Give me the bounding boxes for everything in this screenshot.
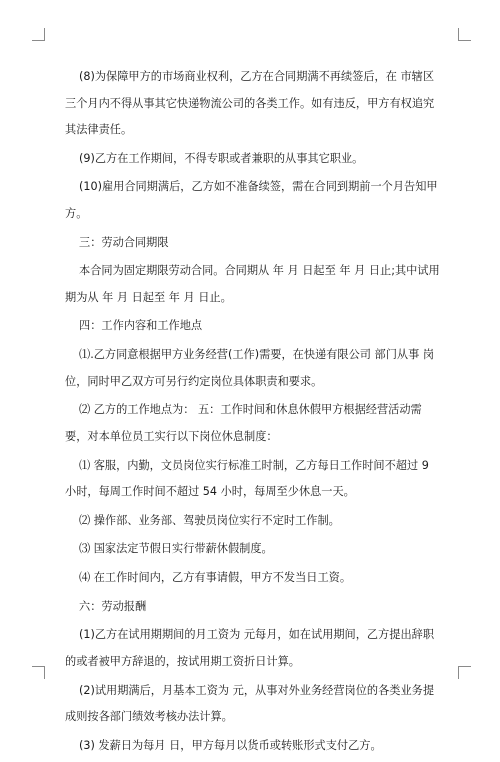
- work-location-paragraph: ⑵ 乙方的工作地点为： 五：工作时间和休息休假甲方根据经营活动需要，对本单位员工实行以下岗位休息制度：: [65, 403, 422, 443]
- crop-mark-top-right: [458, 28, 471, 41]
- section-6-heading: 六：劳动报酬: [79, 599, 147, 613]
- base-wage-item: (2)试用期满后，月基本工资为 元，从事对外业务经营岗位的各类业务提成则按各部门绩效考核办法计算。: [65, 683, 435, 724]
- probation-wage-item: (1)乙方在试用期期间的月工资为 元每月，如在试用期间，乙方提出辞职的或者被甲方辞退的，按试用期工资折日计算。: [65, 628, 435, 668]
- contract-term-paragraph: 本合同为固定期限劳动合同。合同期从 年 月 日起至 年 月 日止;其中试用期为从 年 月 日起至 年 月 日止。: [65, 264, 440, 304]
- document-body: [65, 64, 443, 762]
- clause-10-renewal-notice: (10)雇用合同期满后，乙方如不准备续签，需在合同到期前一个月告知甲方。: [65, 180, 438, 220]
- paid-holiday-item: ⑶ 国家法定节假日实行带薪休假制度。: [79, 542, 273, 556]
- section-3-heading: 三：劳动合同期限: [79, 235, 169, 249]
- standard-hours-item: ⑴ 客服，内勤，文员岗位实行标准工时制，乙方每日工作时间不超过 9 小时，每周工作时间不超过 54 小时，每周至少休息一天。: [65, 458, 429, 498]
- crop-mark-bottom-right: [458, 666, 471, 679]
- section-4-heading: 四：工作内容和工作地点: [79, 319, 203, 333]
- payday-item: (3) 发薪日为每月 日，甲方每月以货币或转账形式支付乙方。: [79, 738, 382, 752]
- flexible-hours-item: ⑵ 操作部、业务部、驾驶员岗位实行不定时工作制。: [79, 513, 340, 527]
- clause-9-no-other-jobs: (9)乙方在工作期间，不得专职或者兼职的从事其它职业。: [79, 151, 364, 165]
- leave-item: ⑷ 在工作时间内，乙方有事请假，甲方不发当日工资。: [79, 571, 352, 585]
- clause-8-non-compete: (8)为保障甲方的市场商业权利，乙方在合同期满不再续签后，在 市辖区三个月内不得从事其它快递物流公司的各类工作。如有违反，甲方有权追究其法律责任。: [65, 70, 435, 136]
- job-content-paragraph: ⑴.乙方同意根据甲方业务经营(工作)需要，在快递有限公司 部门从事 岗位，同时甲乙双方可另行约定岗位具体职责和要求。: [65, 348, 435, 388]
- crop-mark-bottom-left: [32, 666, 45, 679]
- crop-mark-top-left: [32, 28, 45, 41]
